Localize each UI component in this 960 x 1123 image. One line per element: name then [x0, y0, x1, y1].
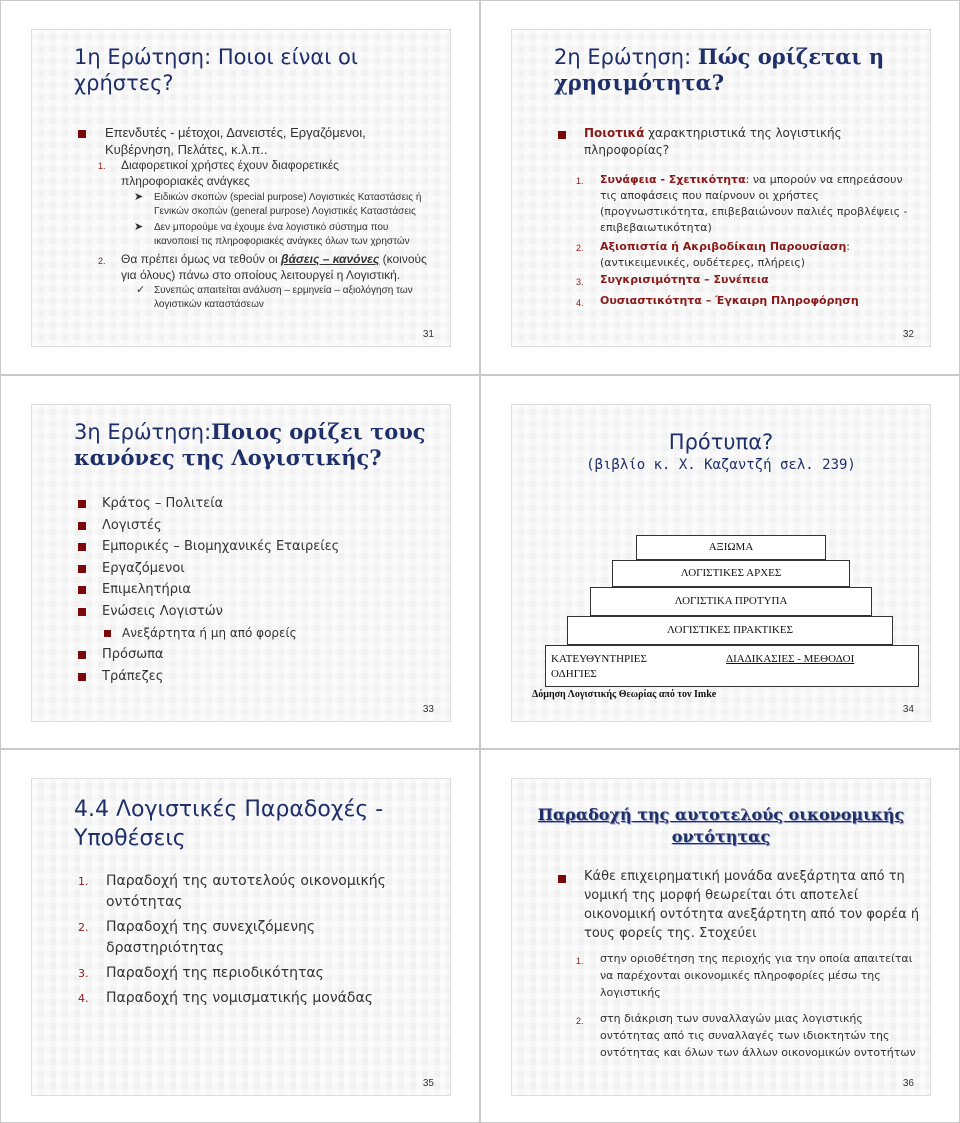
list-item-text: Θα πρέπει όμως να τεθούν οι βάσεις – κανόνες (κοινούς για όλους) πάνω στο οποίους λειτουργεί η Λογιστική. [121, 252, 427, 282]
pyramid-level-standards: ΛΟΓΙΣΤΙΚΑ ΠΡΟΤΥΠΑ [590, 587, 872, 616]
bullet-icon [78, 522, 86, 530]
page-cell-34 [480, 375, 960, 749]
bullet-icon [558, 875, 566, 883]
slide-title: 1η Ερώτηση: Ποιοι είναι οι χρήστες? [74, 45, 358, 95]
list-item: Επιμελητήρια [78, 579, 339, 601]
page-cell-36 [480, 749, 960, 1123]
list-item-text: στην οριοθέτηση της περιοχής για την οποία απαιτείται να παρέχονται οικονομικές πληροφορίες μέσω της λογιστικής [600, 952, 913, 999]
page-cell-31 [0, 0, 480, 375]
slide-title: Παραδοχή της αυτοτελούς οικονομικής οντότητας [537, 805, 905, 846]
list-item-text: Διαφορετικοί χρήστες έχουν διαφορετικές πληροφοριακές ανάγκες [121, 158, 339, 188]
sub-item-text: Ειδικών σκοπών (special purpose) Λογιστικές Καταστάσεις ή Γενικών σκοπών (general purpose) Λογιστικές Καταστάσεις [154, 192, 422, 217]
bullet-icon [78, 608, 86, 616]
page-number: 36 [902, 1078, 914, 1089]
page-cell-33 [0, 375, 480, 749]
slide-36 [511, 778, 931, 1096]
list-item: Εμπορικές – Βιομηχανικές Εταιρείες [78, 536, 339, 558]
list-item: 1. Παραδοχή της αυτοτελούς οικονομικής οντότητας [78, 873, 386, 910]
numbered-list [78, 871, 386, 1009]
bullet-text: Επενδυτές - μέτοχοι, Δανειστές, Εργαζόμενοι, Κυβέρνηση, Πελάτες, κ.λ.π.. [105, 125, 366, 157]
list-item: Εργαζόμενοι [78, 558, 339, 580]
slide-title: Πρότυπα? [668, 430, 774, 454]
check-icon: ✓ [136, 284, 146, 296]
sub-item-text: Συνεπώς απαιτείται ανάλυση – ερμηνεία – αξιολόγηση των λογιστικών καταστάσεων [154, 285, 413, 310]
slide-32 [511, 29, 931, 347]
slide-33 [31, 404, 451, 722]
pyramid-level-axiom: ΑΞΙΩΜΑ [636, 535, 826, 560]
list-item-text: στη διάκριση των συναλλαγών μιας λογιστικής οντότητας από τις συναλλαγές των ιδιοκτητών της οντότητας και όλων των άλλων οικονομικών οντοτήτων [600, 1012, 916, 1059]
page-number: 32 [902, 329, 914, 340]
bullet-icon [78, 673, 86, 681]
list-item-text: Συνάφεια - Σχετικότητα: να μπορούν να επηρεάσουν τις αποφάσεις που παίρνουν οι χρήστες (προγνωστικότητα, επιβεβαιώνουν παλιές προβλέψεις - επιβεβαιωτικότητα) [600, 173, 908, 234]
slide-title: 2η Ερώτηση: Πώς ορίζεται η χρησιμότητα? [554, 44, 885, 95]
bullet-text: Κάθε επιχειρηματική μονάδα ανεξάρτητα από τη νομική της μορφή θεωρείται ότι αποτελεί οικονομική οντότητα ανεξάρτητη από τον φορέα ή τους φορείς της. Στοχεύει [584, 869, 920, 941]
pyramid-level-practices: ΛΟΓΙΣΤΙΚΕΣ ΠΡΑΚΤΙΚΕΣ [567, 616, 893, 645]
list-number: 1. [576, 176, 584, 186]
page-number: 35 [422, 1078, 434, 1089]
bullet-icon [78, 586, 86, 594]
arrow-bullet-icon: ➤ [134, 191, 144, 203]
bullet-icon [78, 130, 86, 138]
bullet-text: Ποιοτικά χαρακτηριστικά της λογιστικής πληροφορίας? [584, 126, 842, 157]
list-item: Λογιστές [78, 515, 339, 537]
arrow-bullet-icon: ➤ [134, 221, 144, 233]
bullet-icon [78, 500, 86, 508]
page-number: 33 [422, 704, 434, 715]
slide-31 [31, 29, 451, 347]
list-item-text: Αξιοπιστία ή Ακριβοδίκαιη Παρουσίαση: (αντικειμενικές, ουδέτερες, πλήρεις) [600, 240, 850, 269]
bullet-icon [558, 131, 566, 139]
pyramid-caption: Δόμηση Λογιστικής Θεωρίας από τον Imke [532, 689, 717, 700]
list-item: 3. Παραδοχή της περιοδικότητας [78, 965, 324, 981]
list-item: 4. Παραδοχή της νομισματικής μονάδας [78, 990, 373, 1006]
sub-item-text: Δεν μπορούμε να έχουμε ένα λογιστικό σύστημα που ικανοποιεί τις πληροφοριακές ανάγκες όλων των χρηστών [154, 222, 410, 247]
slide-35 [31, 778, 451, 1096]
list-number: 2. [98, 256, 106, 266]
list-item: Ενώσεις Λογιστών [78, 601, 339, 623]
slide-title: 3η Ερώτηση:Ποιος ορίζει τους κανόνες της Λογιστικής? [74, 419, 426, 470]
bullet-icon [78, 543, 86, 551]
pyramid-level-base: ΚΑΤΕΥΘΥΝΤΗΡΙΕΣ ΟΔΗΓΙΕΣ ΔΙΑΔΙΚΑΣΙΕΣ - ΜΕΘΟΔΟΙ [545, 645, 919, 687]
list-item-text: Συγκρισιμότητα – Συνέπεια [600, 273, 769, 286]
slide-34 [511, 404, 931, 722]
bullet-icon [78, 565, 86, 573]
sub-list-item: Ανεξάρτητα ή μη από φορείς [78, 623, 339, 645]
list-item: 2. Παραδοχή της συνεχιζόμενης δραστηριότητας [78, 919, 316, 956]
bullet-icon [104, 630, 111, 637]
page-cell-32 [480, 0, 960, 375]
list-number: 2. [576, 243, 584, 253]
list-number: 2. [576, 1016, 584, 1026]
list-item-text: Ουσιαστικότητα – Έγκαιρη Πληροφόρηση [600, 294, 859, 307]
page-cell-35 [0, 749, 480, 1123]
list-item: Πρόσωπα [78, 644, 339, 666]
list-item: Τράπεζες [78, 666, 339, 688]
list-item: Κράτος – Πολιτεία [78, 493, 339, 515]
page-number: 31 [422, 329, 434, 340]
slide-subtitle: (βιβλίο κ. Χ. Καζαντζή σελ. 239) [586, 457, 856, 473]
bullet-list [78, 493, 339, 687]
list-number: 1. [98, 161, 106, 171]
pyramid-level-principles: ΛΟΓΙΣΤΙΚΕΣ ΑΡΧΕΣ [612, 560, 850, 587]
list-number: 4. [576, 298, 584, 308]
list-number: 3. [576, 277, 584, 287]
bullet-icon [78, 651, 86, 659]
slide-title: 4.4 Λογιστικές Παραδοχές - Υποθέσεις [74, 797, 384, 851]
page-number: 34 [902, 704, 914, 715]
list-number: 1. [576, 956, 584, 966]
